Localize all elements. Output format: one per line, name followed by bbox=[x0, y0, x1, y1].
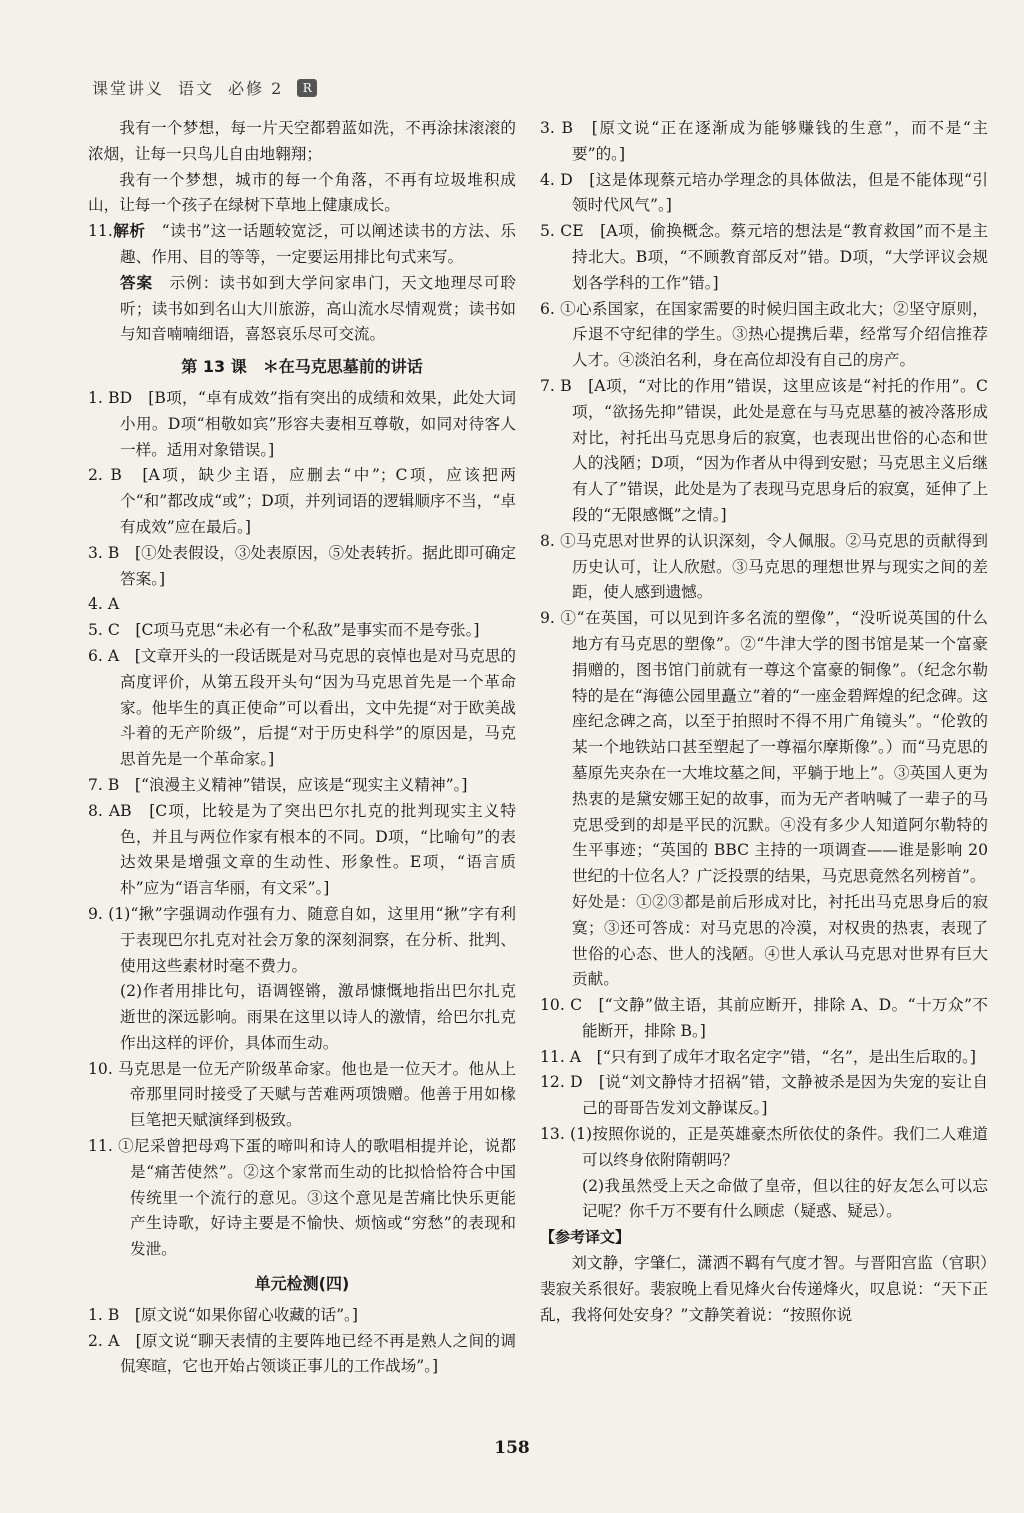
answer-item: 10. C [“文静”做主语，其前应断开，排除 A、D。“十万众”不能断开，排除 B。] bbox=[540, 996, 988, 1040]
poem-line: 我有一个梦想，城市的每一个角落，不再有垃圾堆积成山，让每一个孩子在绿树下草地上健康成长。 bbox=[88, 170, 516, 215]
answer-item: 1. B [原文说“如果你留心收藏的话”。] bbox=[88, 1305, 358, 1324]
answer-item: 4. A bbox=[88, 595, 120, 614]
answer-item: 13. (1)按照你说的，正是英雄豪杰所依仗的条件。我们二人难道可以终身依附隋朝吗？ bbox=[540, 1125, 988, 1169]
answer-item: 5. CE [A项，偷换概念。蔡元培的想法是“教育救国”而不是主持北大。B项，“不顾教育部反对”错。D项，“大学评议会规划各学科的工作”错。] bbox=[540, 222, 988, 292]
answer-item: 6. ①心系国家，在国家需要的时候归国主政北大；②坚守原则，斥退不守纪律的学生。③热心提携后辈，经常写介绍信推荐人才。④淡泊名利，身在高位却没有自己的房产。 bbox=[540, 299, 988, 370]
reference-translation-title: 【参考译文】 bbox=[540, 1228, 631, 1247]
question-11-analysis: 11.解析 “读书”这一话题较宽泛，可以阐述读书的方法、乐趣、作用、目的等等，一定要运用排比句式来写。 bbox=[88, 222, 516, 266]
answer-subpart: 好处是：①②③都是前后形成对比，衬托出马克思身后的寂寞；③还可答成：对马克思的冷漠，对权贵的热衷，表现了世俗的心态、世人的浅陋。④世人承认马克思对世界有巨大贡献。 bbox=[572, 892, 988, 989]
answer-item: 8. AB [C项，比较是为了突出巴尔扎克的批判现实主义特色，并且与两位作家有根本的不同。D项，“比喻句”的表达效果是增强文章的生动性、形象性。E项，“语言质朴”应为“语言华丽，有文采”。] bbox=[88, 801, 516, 898]
subject-name: 语文 bbox=[178, 79, 215, 98]
answer-subpart: (2)作者用排比句，语调铿锵，激昂慷慨地指出巴尔扎克逝世的深远影响。雨果在这里以诗人的激情，给巴尔扎克作出这样的评价，具体而生动。 bbox=[120, 982, 516, 1052]
answer-item: 12. D [说“刘文静恃才招祸”错，文静被杀是因为失宠的妄让自己的哥哥告发刘文静谋反。] bbox=[540, 1073, 988, 1118]
answer-item: 11. A [“只有到了成年才取名定字”错，“名”，是出生后取的。] bbox=[540, 1047, 976, 1066]
question-11-answer: 答案 示例：读书如到大学问家串门，天文地理尽可聆听；读书如到名山大川旅游，高山流水尽情观赏；读书如与知音喃喃细语，喜怒哀乐尽可交流。 bbox=[120, 273, 516, 344]
answer-item: 2. A [原文说“聊天表情的主要阵地已经不再是熟人之间的调侃寒暄，它也开始占领谈正事儿的工作战场”。] bbox=[88, 1331, 516, 1376]
answer-item: 5. C [C项马克思“未必有一个私敌”是事实而不是夸张。] bbox=[88, 621, 480, 640]
answer-item: 7. B [“浪漫主义精神”错误，应该是“现实主义精神”。] bbox=[88, 775, 468, 794]
answer-item: 2. B [A项，缺少主语，应删去“中”；C项，应该把两个“和”都改成“或”；D项，并列词语的逻辑顺序不当，“卓有成效”应在最后。] bbox=[88, 466, 516, 536]
answer-item: 4. D [这是体现蔡元培办学理念的具体做法，但是不能体现“引领时代风气”。] bbox=[540, 170, 988, 215]
running-header bbox=[92, 76, 317, 99]
edition-badge-icon: R bbox=[297, 79, 317, 97]
poem-line: 我有一个梦想，每一片天空都碧蓝如洗，不再涂抹滚滚的浓烟，让每一只鸟儿自由地翱翔； bbox=[88, 119, 516, 163]
book-title: 课堂讲义 bbox=[92, 79, 165, 98]
volume-name: 必修 2 bbox=[228, 79, 284, 98]
answer-item: 3. B [原文说“正在逐渐成为能够赚钱的生意”，而不是“主要”的。] bbox=[540, 119, 988, 163]
analysis-label: 解析 bbox=[112, 222, 146, 241]
answer-item: 9. ①“在英国，可以见到许多名流的塑像”，“没听说英国的什么地方有马克思的塑像”。②“牛津大学的图书馆是某一个富豪捐赠的，图书馆门前就有一尊这个富豪的铜像”。（纪念尔勒特的是在“海德公园里矗立”着的“一座金碧辉煌的纪念碑。这座纪念碑之高，以至于拍照时不得不用广角镜头”。“伦敦的某一个地铁站口甚至塑起了一尊福尔摩斯像”。）而“马克思的墓原先夹杂在一大堆坟墓之间，平躺于地上”。③英国人更为热衷的是黛安娜王妃的故事，而为无产者呐喊了一辈子的马克思受到的却是平民的沉默。④没有多少人知道阿尔勒特的生平事迹；“英国的 BBC 主持的一项调查——谁是影响 20 世纪的十位名人？广泛投票的结果，马克思竟然名列榜首”。 bbox=[540, 609, 988, 886]
answer-label: 答案 bbox=[120, 273, 154, 292]
answer-subpart: (2)我虽然受上天之命做了皇帝，但以往的好友怎么可以忘记呢？你千万不要有什么顾虑（疑惑、疑忌）。 bbox=[582, 1176, 988, 1221]
answer-item: 8. ①马克思对世界的认识深刻，令人佩服。②马克思的贡献得到历史认可，让人欣慰。③马克思的理想世界与现实之间的差距，使人感到遗憾。 bbox=[540, 531, 988, 602]
reference-translation: 刘文静，字肇仁，潇洒不羁有气度才智。与晋阳宫监（官职）裴寂关系很好。裴寂晚上看见烽火台传递烽火，叹息说：“天下正乱，我将何处安身？”文静笑着说：“按照你说 bbox=[540, 1254, 988, 1324]
unit-test-title: 单元检测(四) bbox=[254, 1274, 350, 1294]
left-column bbox=[88, 116, 516, 1380]
lesson-title: 第 13 课 ＊在马克思墓前的讲话 bbox=[181, 357, 423, 377]
answer-item: 6. A [文章开头的一段话既是对马克思的哀悼也是对马克思的高度评价，从第五段开头句“因为马克思首先是一个革命家。他毕生的真正使命”可以看出，文中先提“对于欧美战斗着的无产阶级”，后提“对于历史科学”的原因是，马克思首先是一个革命家。] bbox=[88, 646, 516, 769]
answer-item: 11. ①尼采曾把母鸡下蛋的啼叫和诗人的歌唱相提并论，说都是“痛苦使然”。②这个家常而生动的比拟恰恰符合中国传统里一个流行的意见。③这个意见是苦痛比快乐更能产生诗歌，好诗主要是不愉快、烦恼或“穷愁”的表现和发泄。 bbox=[88, 1137, 516, 1259]
answer-item: 10. 马克思是一位无产阶级革命家。他也是一位天才。他从上帝那里同时接受了天赋与苦难两项馈赠。他善于用如椽巨笔把天赋演绎到极致。 bbox=[88, 1059, 516, 1130]
answer-item: 7. B [A项，“对比的作用”错误，这里应该是“衬托的作用”。C项，“欲扬先抑”错误，此处是意在与马克思墓的被冷落形成对比，衬托出马克思身后的寂寞，也表现出世俗的心态和世人的浅陋；D项，“因为作者从中得到安慰；马克思主义后继有人了”错误，此处是为了表现马克思身后的寂寞，延伸了上段的“无限感慨”之情。] bbox=[540, 376, 988, 524]
right-column bbox=[540, 116, 988, 1328]
answer-item: 9. (1)“揪”字强调动作强有力、随意自如，这里用“揪”字有利于表现巴尔扎克对社会万象的深刻洞察，在分析、批判、使用这些素材时毫不费力。 bbox=[88, 904, 516, 975]
page-number: 158 bbox=[494, 1438, 530, 1458]
answer-item: 3. B [①处表假设，③处表原因，⑤处表转折。据此即可确定答案。] bbox=[88, 543, 516, 588]
answer-item: 1. BD [B项，“卓有成效”指有突出的成绩和效果，此处大词小用。D项“相敬如宾”形容夫妻相互尊敬，如同对待客人一样。适用对象错误。] bbox=[88, 388, 516, 459]
